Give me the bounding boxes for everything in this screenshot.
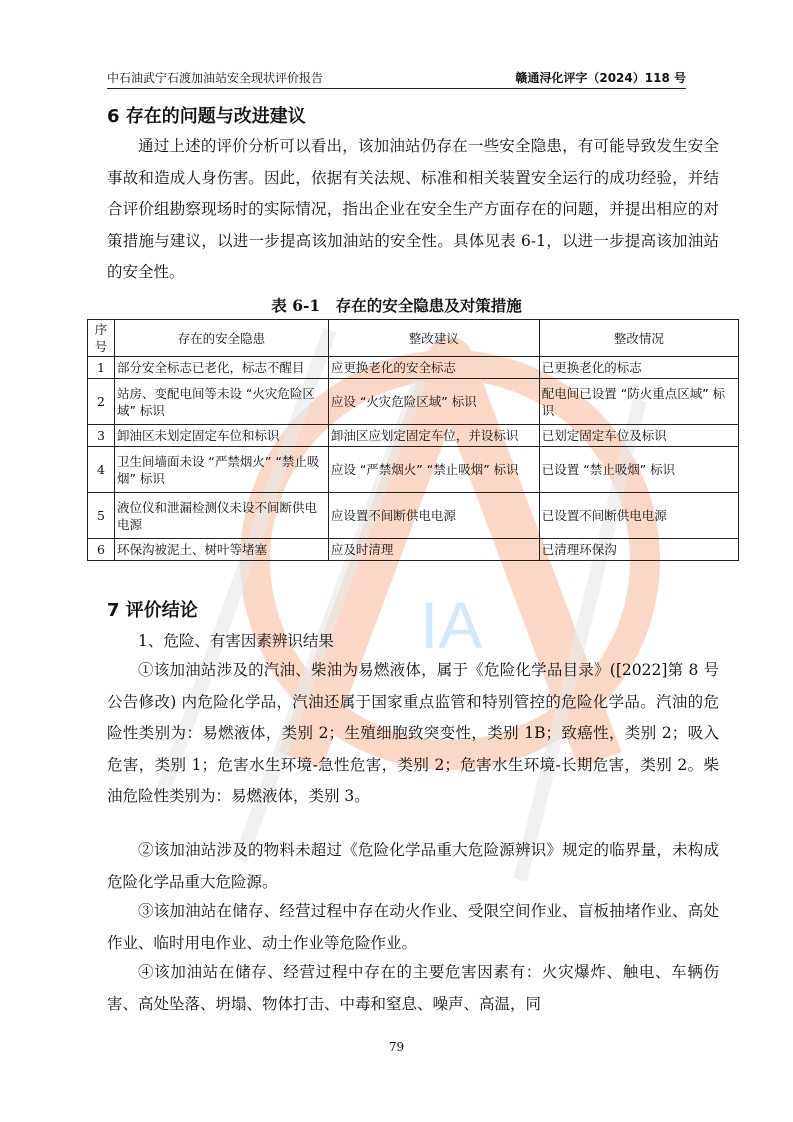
row-suggestion: 应更换老化的安全标志 bbox=[328, 357, 539, 379]
col-header-index: 序号 bbox=[88, 320, 115, 357]
page-header bbox=[107, 66, 686, 89]
section6-title: 6 存在的问题与改进建议 bbox=[107, 106, 306, 127]
row-suggestion: 卸油区应划定固定车位，并设标识 bbox=[328, 425, 539, 447]
conclusion-para-2: ②该加油站涉及的物料未超过《危险化学品重大危险源辨识》规定的临界量，未构成危险化学品重大危险源。 bbox=[107, 841, 719, 891]
section7-title: 7 评价结论 bbox=[107, 600, 198, 621]
table-row bbox=[88, 357, 739, 379]
conclusion-para-3: ③该加油站在储存、经营过程中存在动火作业、受限空间作业、盲板抽堵作业、高处作业、临时用电作业、动土作业等危险作业。 bbox=[107, 902, 719, 952]
col-header-hazard: 存在的安全隐患 bbox=[114, 320, 328, 357]
row-index: 3 bbox=[88, 425, 115, 447]
row-index: 2 bbox=[88, 379, 115, 425]
table-header-row bbox=[88, 320, 739, 357]
col-header-status: 整改情况 bbox=[539, 320, 738, 357]
row-hazard: 卫生间墙面未设 “严禁烟火” “禁止吸烟” 标识 bbox=[114, 447, 328, 493]
row-suggestion: 应设 “火灾危险区域” 标识 bbox=[328, 379, 539, 425]
row-hazard: 液位仪和泄漏检测仪未设不间断供电电源 bbox=[114, 493, 328, 539]
header-report-title: 中石油武宁石渡加油站安全现状评价报告 bbox=[107, 71, 324, 85]
row-suggestion: 应设置不间断供电电源 bbox=[328, 493, 539, 539]
conclusion-para-4: ④该加油站在储存、经营过程中存在的主要危害因素有：火灾爆炸、触电、车辆伤害、高处坠落、坍塌、物体打击、中毒和窒息、噪声、高温，同 bbox=[107, 963, 719, 1013]
row-suggestion: 应设 “严禁烟火” “禁止吸烟” 标识 bbox=[328, 447, 539, 493]
section6-intro: 通过上述的评价分析可以看出，该加油站仍存在一些安全隐患，有可能导致发生安全事故和造成人身伤害。因此，依据有关法规、标准和相关装置安全运行的成功经验，并结合评价组勘察现场时的实际情况，指出企业在安全生产方面存在的问题，并提出相应的对策措施与建议，以进一步提高该加油站的安全性。具体见表 6-1，以进一步提高该加油站的安全性。 bbox=[107, 137, 719, 281]
table-row bbox=[88, 539, 739, 561]
row-index: 4 bbox=[88, 447, 115, 493]
row-hazard: 卸油区未划定固定车位和标识 bbox=[114, 425, 328, 447]
row-hazard: 环保沟被泥土、树叶等堵塞 bbox=[114, 539, 328, 561]
col-header-suggestion: 整改建议 bbox=[328, 320, 539, 357]
table-row bbox=[88, 447, 739, 493]
table-caption: 表 6-1 存在的安全隐患及对策措施 bbox=[271, 296, 522, 315]
row-status: 配电间已设置 “防火重点区域” 标识 bbox=[539, 379, 738, 425]
page-number: 79 bbox=[388, 1040, 405, 1054]
row-status: 已更换老化的标志 bbox=[539, 357, 738, 379]
row-hazard: 部分安全标志已老化，标志不醒目 bbox=[114, 357, 328, 379]
row-hazard: 站房、变配电间等未设 “火灾危险区域” 标识 bbox=[114, 379, 328, 425]
section7-subtitle: 1、危险、有害因素辨识结果 bbox=[138, 632, 334, 650]
table-row bbox=[88, 425, 739, 447]
header-report-number: 赣通浔化评字（2024）118 号 bbox=[515, 71, 686, 85]
row-status: 已清理环保沟 bbox=[539, 539, 738, 561]
row-suggestion: 应及时清理 bbox=[328, 539, 539, 561]
row-index: 5 bbox=[88, 493, 115, 539]
row-status: 已设置 “禁止吸烟” 标识 bbox=[539, 447, 738, 493]
conclusion-para-1: ①该加油站涉及的汽油、柴油为易燃液体，属于《危险化学品目录》([2022]第 8 号公告修改) 内危险化学品，汽油还属于国家重点监管和特别管控的危险化学品。汽油的危险性类别为：易燃液体，类别 2；生殖细胞致突变性，类别 1B；致癌性，类别 2；吸入危害，类别 1；危害水生环境-急性危害，类别 2；危害水生环境-长期危害，类别 2。柴油危险性类别为：易燃液体，类别 3。 bbox=[107, 661, 719, 805]
row-index: 6 bbox=[88, 539, 115, 561]
table-row bbox=[88, 493, 739, 539]
table-row bbox=[88, 379, 739, 425]
row-status: 已设置不间断供电电源 bbox=[539, 493, 738, 539]
row-index: 1 bbox=[88, 357, 115, 379]
seal-letters: IA bbox=[420, 588, 483, 662]
row-status: 已划定固定车位及标识 bbox=[539, 425, 738, 447]
hazard-table bbox=[87, 319, 739, 561]
